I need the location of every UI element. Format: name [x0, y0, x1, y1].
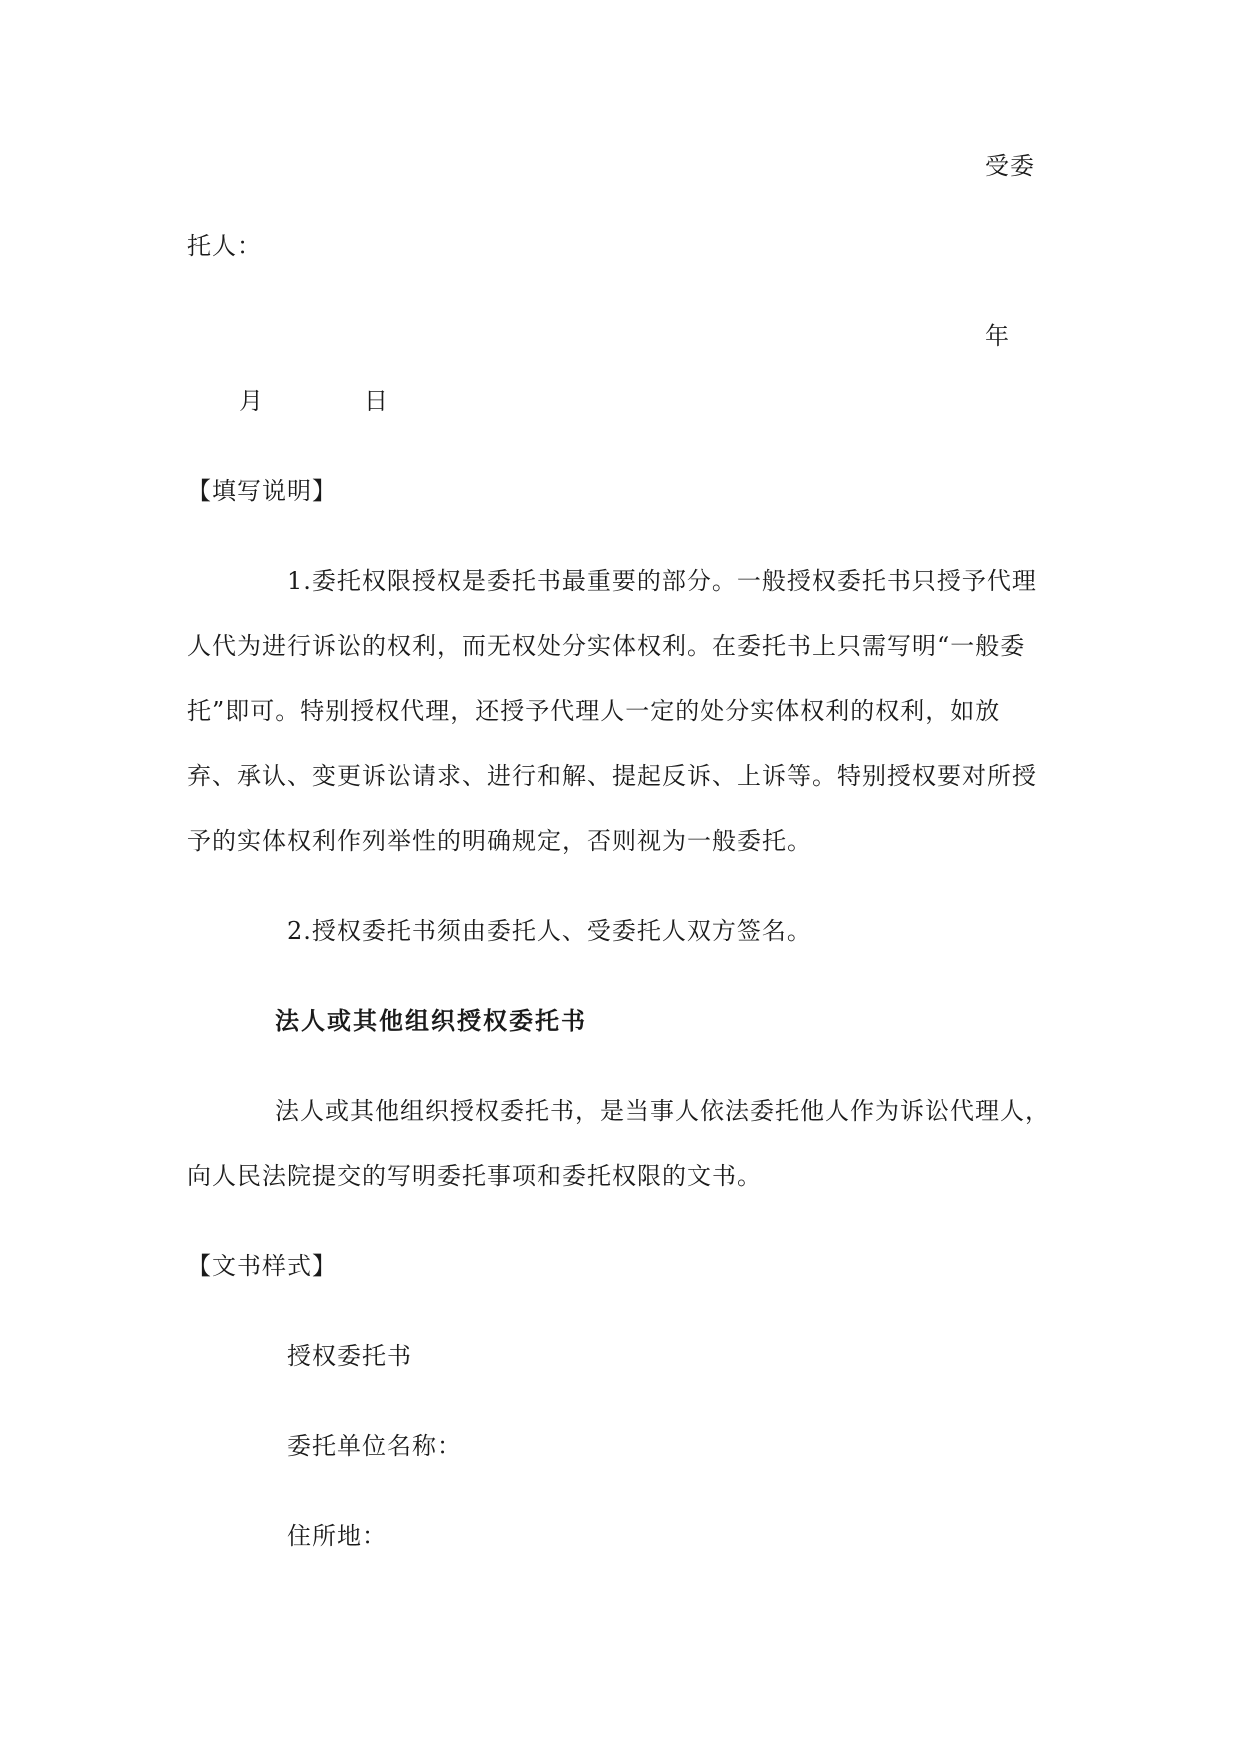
- trustee-label-part2: 托人：: [187, 232, 262, 260]
- section-description-line1: 法人或其他组织授权委托书，是当事人依法委托他人作为诉讼代理人，: [275, 1097, 1050, 1125]
- address-label: 住所地：: [287, 1522, 387, 1550]
- instruction-item1-line1: 1.委托权限授权是委托书最重要的部分。一般授权委托书只授予代理: [287, 567, 1037, 595]
- date-day-label: 日: [364, 387, 389, 415]
- instruction-item1-line4: 弃、承认、变更诉讼请求、进行和解、提起反诉、上诉等。特别授权要对所授: [187, 762, 1037, 790]
- filling-instructions-heading: 【填写说明】: [187, 477, 337, 505]
- document-format-heading: 【文书样式】: [187, 1252, 337, 1280]
- date-month-label: 月: [239, 387, 264, 415]
- instruction-item1-line5: 予的实体权利作列举性的明确规定，否则视为一般委托。: [187, 827, 812, 855]
- section-title: 法人或其他组织授权委托书: [275, 1006, 587, 1035]
- instruction-item1-line2: 人代为进行诉讼的权利，而无权处分实体权利。在委托书上只需写明“一般委: [187, 632, 1026, 660]
- trustee-label-part1: 受委: [985, 152, 1035, 180]
- section-description-line2: 向人民法院提交的写明委托事项和委托权限的文书。: [187, 1162, 762, 1190]
- instruction-item1-line3: 托”即可。特别授权代理，还授予代理人一定的处分实体权利的权利，如放: [187, 697, 1001, 725]
- entrusting-unit-label: 委托单位名称：: [287, 1432, 462, 1460]
- doc-title: 授权委托书: [287, 1342, 412, 1370]
- date-year-label: 年: [985, 322, 1010, 350]
- instruction-item2: 2.授权委托书须由委托人、受委托人双方签名。: [287, 917, 812, 945]
